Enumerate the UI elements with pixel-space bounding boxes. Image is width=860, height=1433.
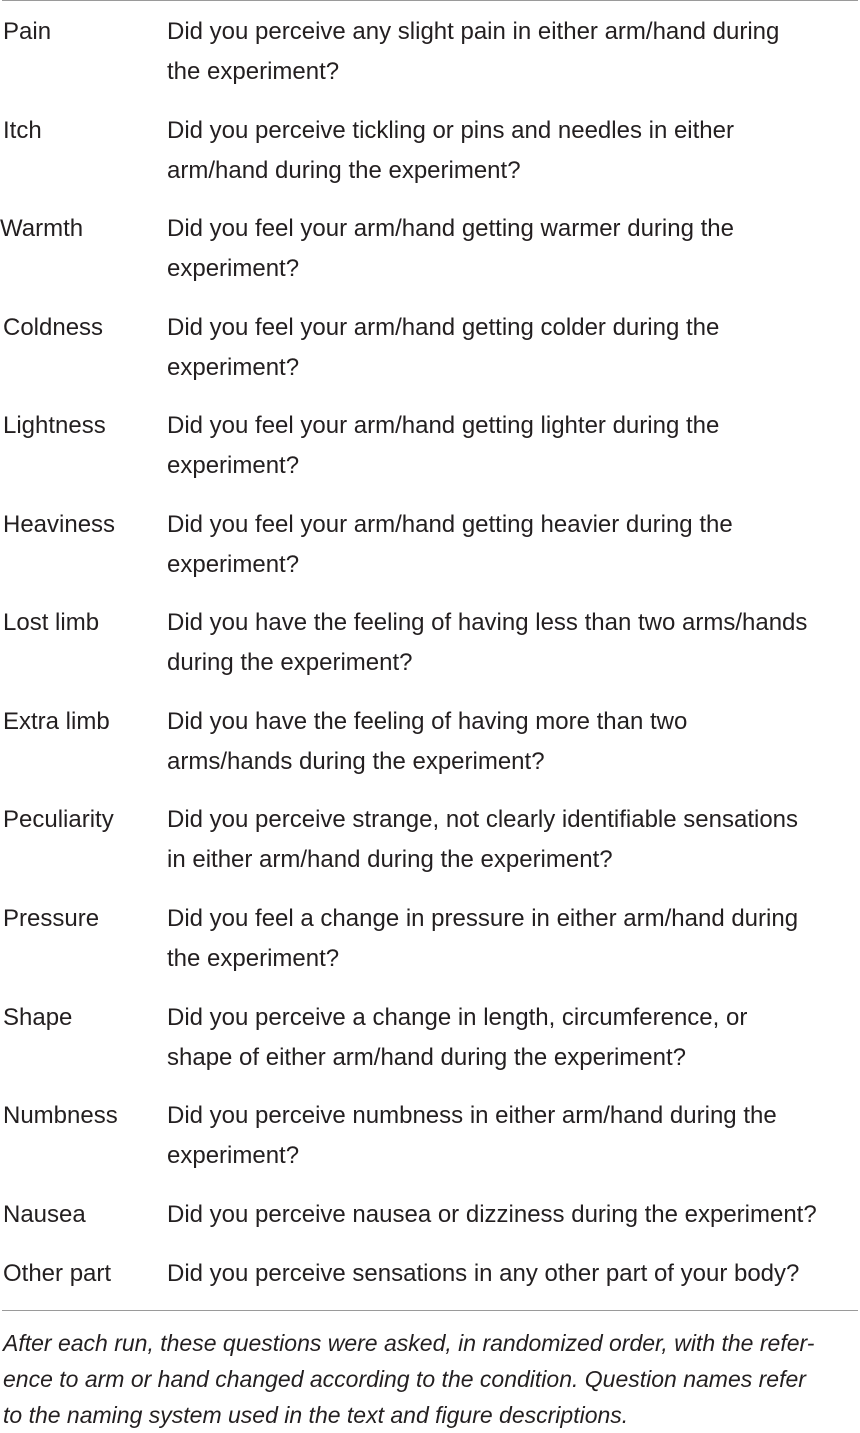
table-top-rule (2, 0, 858, 1)
question-name: Pain (3, 18, 52, 45)
question-text (167, 1254, 859, 1294)
question-line: Did you perceive tickling or pins and needles in either (167, 117, 734, 144)
question-name: Nausea (3, 1201, 86, 1228)
question-line: Did you perceive a change in length, circumference, or (167, 1004, 748, 1031)
question-line: Did you perceive sensations in any other part of your body? (167, 1260, 800, 1287)
question-name: Other part (3, 1260, 112, 1287)
question-line: shape of either arm/hand during the experiment? (167, 1044, 686, 1071)
question-line: Did you feel your arm/hand getting warmer during the (167, 215, 734, 242)
question-name: Heaviness (3, 511, 116, 538)
question-name: Lost limb (3, 609, 100, 636)
question-line: Did you feel your arm/hand getting colder during the (167, 314, 720, 341)
question-name: Lightness (3, 412, 106, 439)
footnote-line: to the naming system used in the text and figure descriptions. (3, 1402, 629, 1428)
question-text (167, 12, 859, 92)
question-line: Did you perceive strange, not clearly identifiable sensations (167, 806, 799, 833)
question-name: Shape (3, 1004, 73, 1031)
question-name: Extra limb (3, 708, 110, 735)
question-line: experiment? (167, 354, 300, 381)
question-line: Did you feel your arm/hand getting lighter during the (167, 412, 720, 439)
question-text (167, 899, 859, 979)
question-line: Did you perceive numbness in either arm/hand during the (167, 1102, 777, 1129)
question-text (167, 603, 859, 683)
question-line: in either arm/hand during the experiment? (167, 846, 613, 873)
question-text (167, 998, 859, 1078)
footnote-line: After each run, these questions were asked, in randomized order, with the refer- (3, 1330, 815, 1356)
question-text (167, 1195, 859, 1235)
question-line: Did you feel your arm/hand getting heavier during the (167, 511, 733, 538)
question-text (167, 209, 859, 289)
question-line: arms/hands during the experiment? (167, 748, 545, 775)
question-text (167, 505, 859, 585)
question-text (167, 111, 859, 191)
question-name: Warmth (0, 215, 84, 242)
question-text (167, 800, 859, 880)
question-text (167, 702, 859, 782)
question-line: Did you perceive any slight pain in either arm/hand during (167, 18, 780, 45)
table-bottom-rule (2, 1310, 858, 1311)
question-line: the experiment? (167, 945, 340, 972)
question-name: Coldness (3, 314, 104, 341)
question-line: experiment? (167, 1142, 300, 1169)
question-line: experiment? (167, 452, 300, 479)
question-line: experiment? (167, 551, 300, 578)
question-text (167, 1096, 859, 1176)
question-text (167, 406, 859, 486)
question-line: the experiment? (167, 58, 340, 85)
question-text (167, 308, 859, 388)
question-line: Did you perceive nausea or dizziness during the experiment? (167, 1201, 817, 1228)
question-line: Did you have the feeling of having more than two (167, 708, 688, 735)
question-line: arm/hand during the experiment? (167, 157, 521, 184)
question-line: experiment? (167, 255, 300, 282)
question-name: Itch (3, 117, 42, 144)
question-name: Pressure (3, 905, 100, 932)
table-footnote (3, 1325, 858, 1433)
footnote-line: ence to arm or hand changed according to the condition. Question names refer (3, 1366, 806, 1392)
question-name: Numbness (3, 1102, 118, 1129)
question-line: during the experiment? (167, 649, 413, 676)
question-name: Peculiarity (3, 806, 114, 833)
question-line: Did you have the feeling of having less than two arms/hands (167, 609, 808, 636)
question-line: Did you feel a change in pressure in either arm/hand during (167, 905, 799, 932)
